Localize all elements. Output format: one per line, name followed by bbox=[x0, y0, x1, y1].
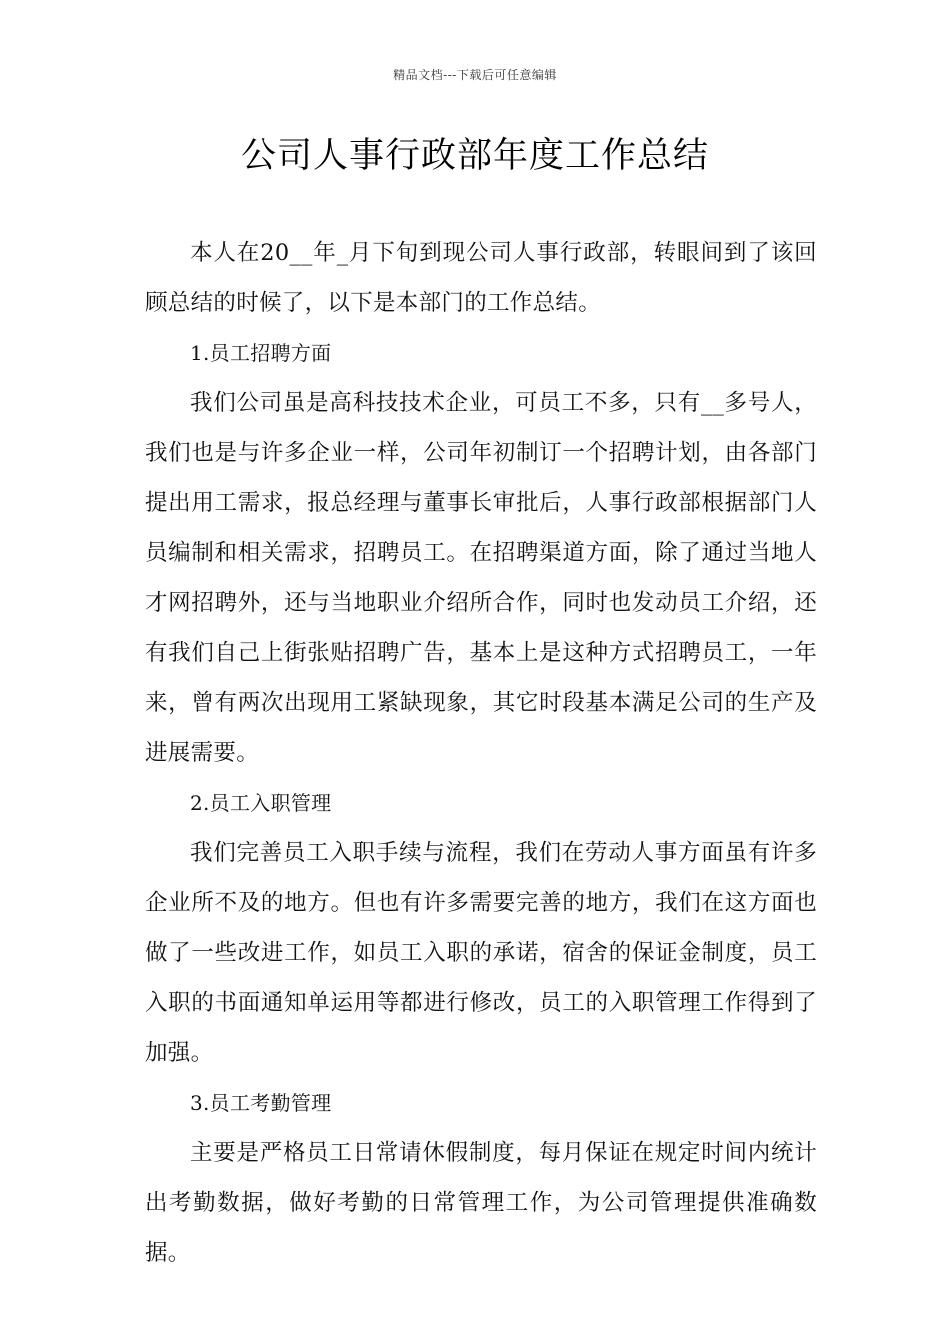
document-body bbox=[145, 228, 817, 1278]
section-paragraph-attendance: 主要是严格员工日常请休假制度，每月保证在规定时间内统计出考勤数据，做好考勤的日常管理工作，为公司管理提供准确数据。 bbox=[145, 1140, 817, 1266]
page-title: 公司人事行政部年度工作总结 bbox=[240, 136, 709, 176]
section-heading-onboarding: 2.员工入职管理 bbox=[190, 791, 332, 815]
section-paragraph-recruitment: 我们公司虽是高科技技术企业，可员工不多，只有__多号人，我们也是与许多企业一样，公司年初制订一个招聘计划，由各部门提出用工需求，报总经理与董事长审批后，人事行政部根据部门人员编制和相关需求，招聘员工。在招聘渠道方面，除了通过当地人才网招聘外，还与当地职业介绍所合作，同时也发动员工介绍，还有我们自己上街张贴招聘广告，基本上是这种方式招聘员工，一年来，曾有两次出现用工紧缺现象，其它时段基本满足公司的生产及进展需要。 bbox=[145, 390, 817, 766]
section-heading-recruitment: 1.员工招聘方面 bbox=[190, 341, 332, 365]
section-paragraph-onboarding: 我们完善员工入职手续与流程，我们在劳动人事方面虽有许多企业所不及的地方。但也有许多需要完善的地方，我们在这方面也做了一些改进工作，如员工入职的承诺，宿舍的保证金制度，员工入职的书面通知单运用等都进行修改，员工的入职管理工作得到了加强。 bbox=[145, 840, 817, 1066]
header-note: 精品文档---下载后可任意编辑 bbox=[393, 68, 557, 82]
intro-paragraph: 本人在20__年_月下旬到现公司人事行政部，转眼间到了该回顾总结的时候了，以下是本部门的工作总结。 bbox=[145, 240, 817, 316]
section-heading-attendance: 3.员工考勤管理 bbox=[190, 1091, 332, 1115]
